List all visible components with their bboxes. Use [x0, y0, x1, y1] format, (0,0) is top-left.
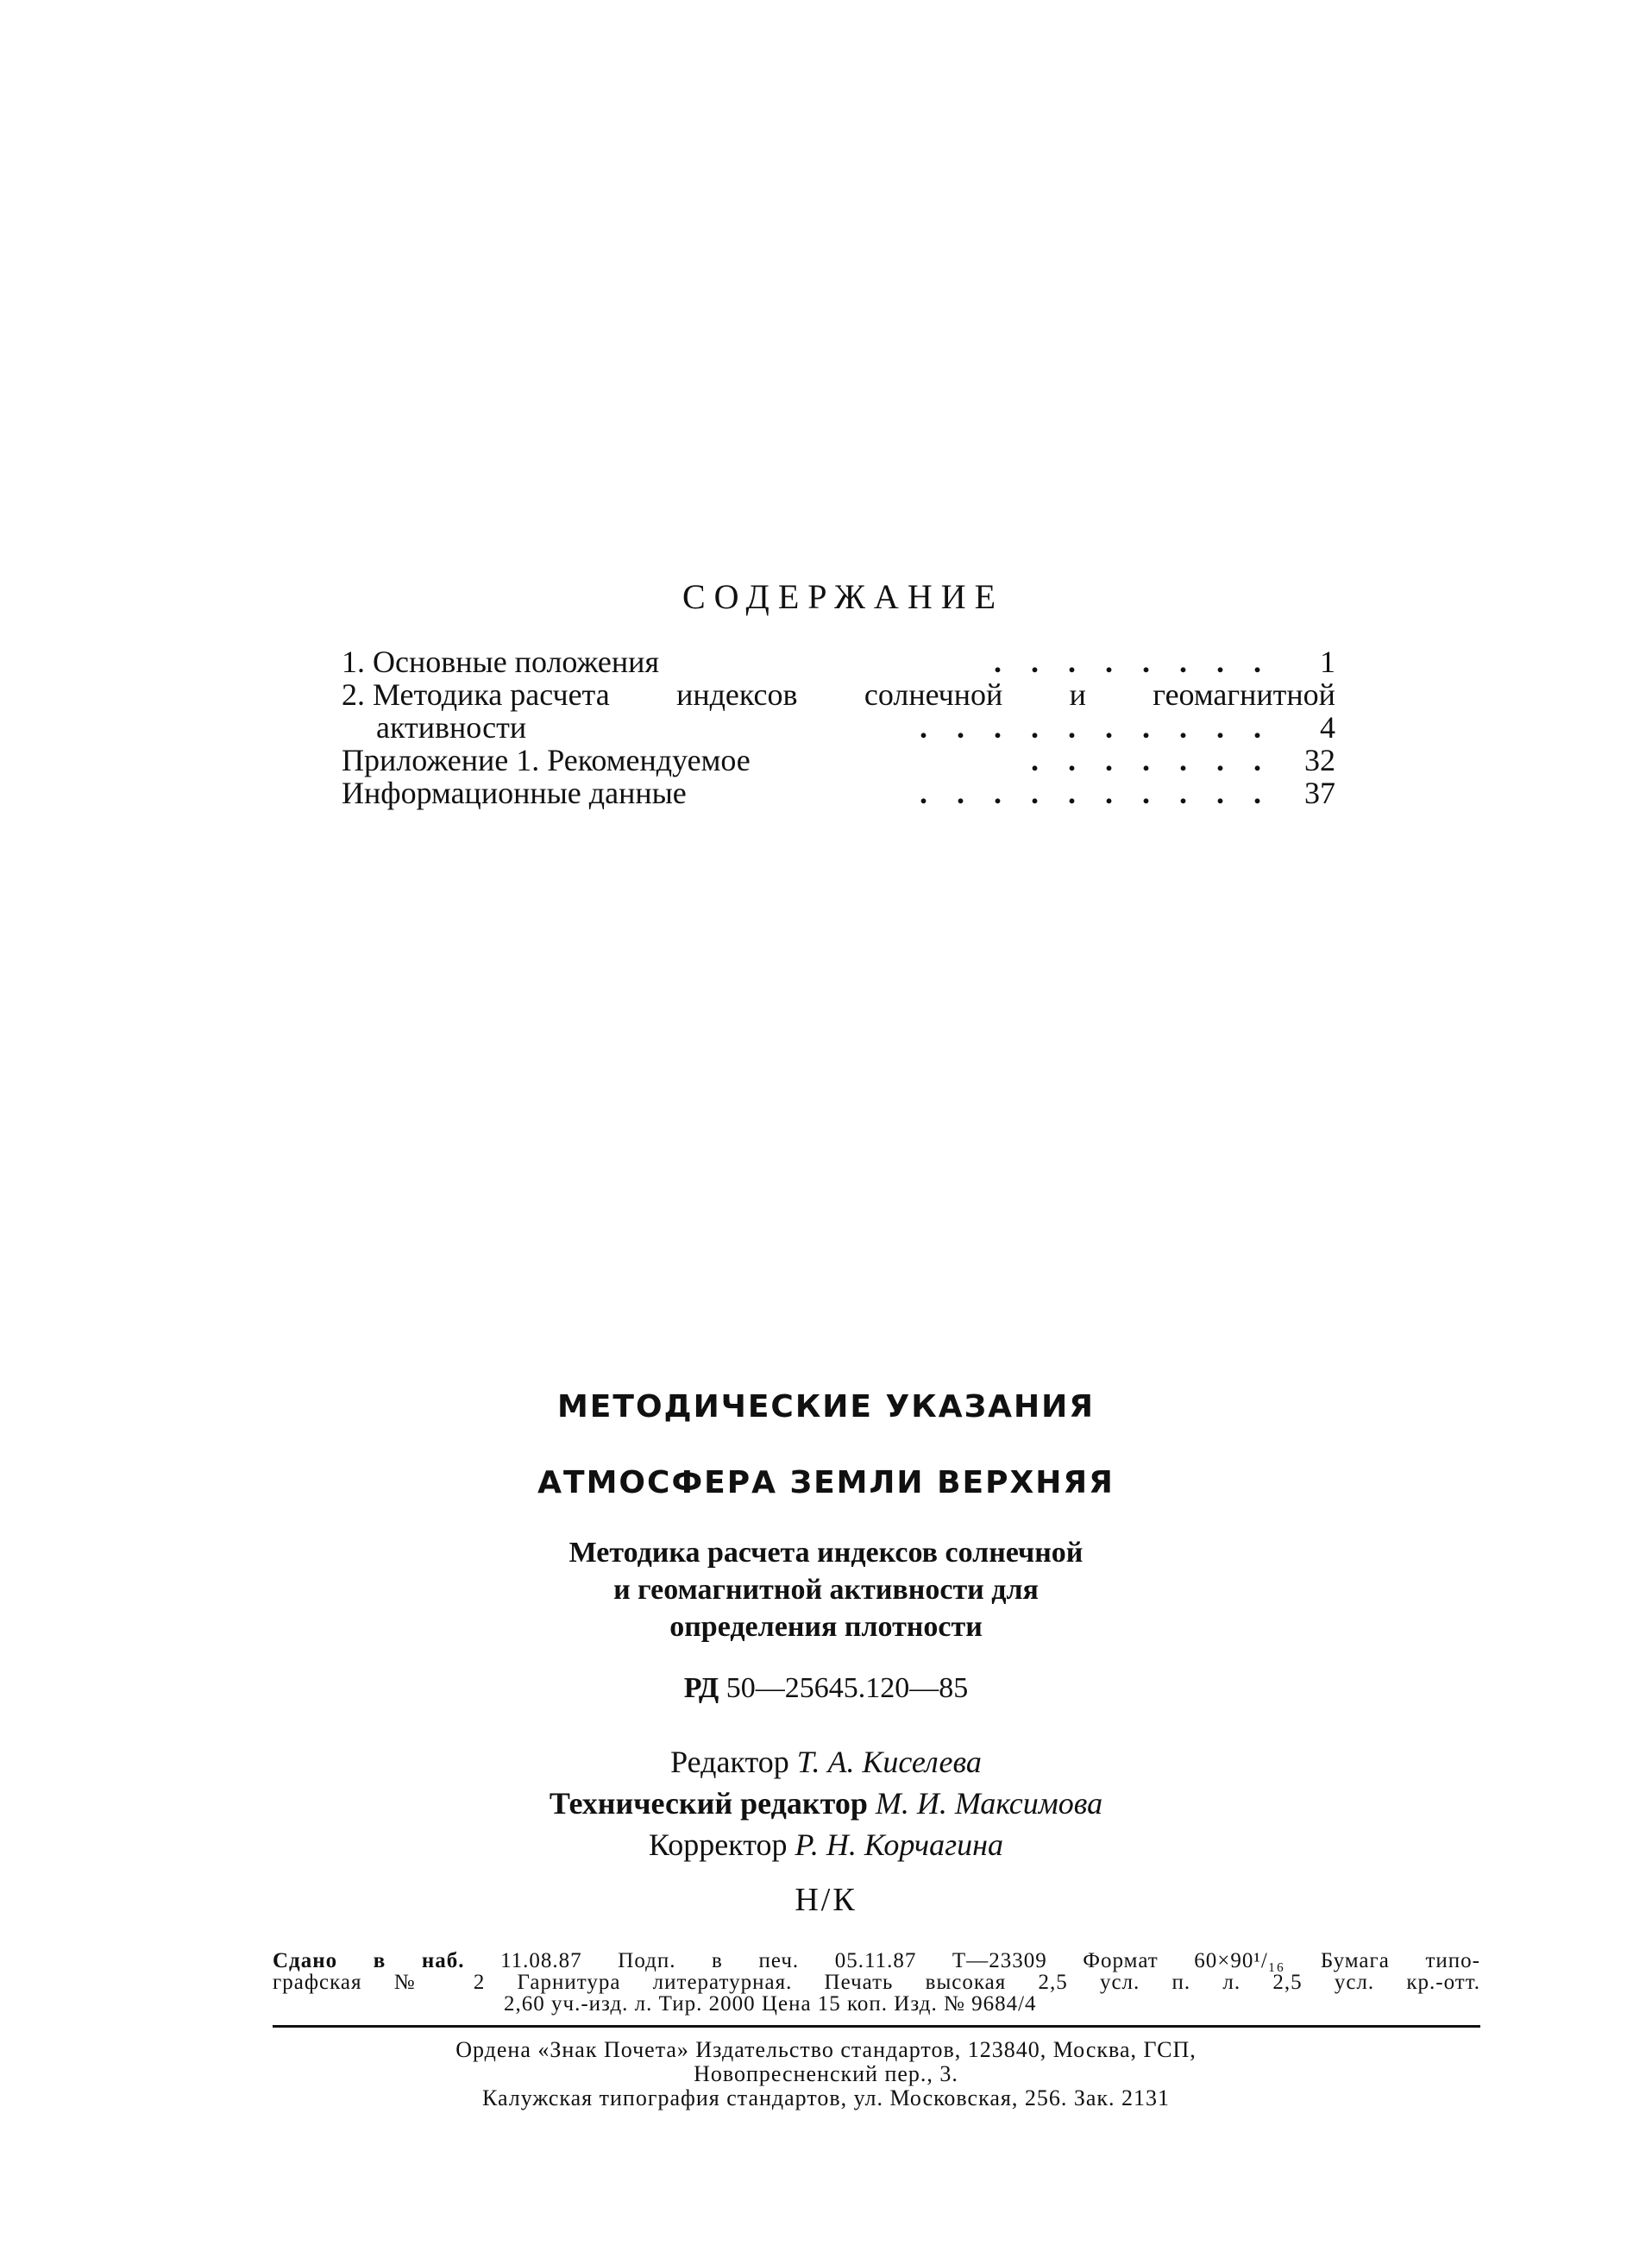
subtitle-line: Методика расчета индексов солнечной: [568, 1537, 1084, 1569]
print-info-line-3: 2,60 уч.-изд. л. Тир. 2000 Цена 15 коп. Изд. № 9684/4: [504, 1992, 1037, 2016]
document-number: [0, 1672, 1652, 1705]
print-info-line-2: графская № 2 Гарнитура литературная. Печать высокая 2,5 усл. п. л. 2,5 усл. кр.-отт.: [273, 1971, 1480, 1994]
nk-mark: Н/К: [795, 1882, 857, 1918]
publisher-info: [0, 2038, 1652, 2110]
toc-item-label: Информационные данные: [342, 776, 687, 810]
toc-leader-dots: ..........: [920, 710, 1291, 745]
document-number-prefix: РД: [683, 1672, 719, 1704]
toc-item-4[interactable]: [342, 777, 1335, 809]
toc-item-page: 32: [1304, 743, 1335, 777]
print-info-line-1-text: 11.08.87 Подп. в печ. 05.11.87 Т—23309 Формат 60×90¹/₁₆ Бумага типо-: [500, 1949, 1480, 1972]
divider-rule: [273, 2025, 1480, 2028]
editor-name: Т. А. Киселева: [796, 1745, 982, 1779]
toc-item-page: 37: [1304, 776, 1335, 810]
document-type-heading: МЕТОДИЧЕСКИЕ УКАЗАНИЯ: [556, 1389, 1095, 1425]
document-subject-heading: АТМОСФЕРА ЗЕМЛИ ВЕРХНЯЯ: [537, 1465, 1115, 1500]
print-info: [273, 1950, 1480, 2015]
toc-leader-dots: ........: [994, 645, 1291, 679]
subtitle-line: определения плотности: [669, 1611, 983, 1643]
toc-word: индексов: [676, 677, 798, 712]
toc-word: геомагнитной: [1153, 677, 1335, 712]
table-of-contents: [342, 645, 1335, 809]
toc-word: солнечной: [864, 677, 1003, 712]
document-number-value: 50—25645.120—85: [725, 1672, 969, 1704]
publisher-line: Ордена «Знак Почета» Издательство стандартов, 123840, Москва, ГСП,: [455, 2037, 1197, 2062]
toc-item-2[interactable]: [342, 678, 1335, 711]
toc-leader-dots: ..........: [920, 776, 1291, 810]
tech-editor-line: [0, 1783, 1652, 1824]
toc-item-1[interactable]: [342, 645, 1335, 678]
print-info-line-1: [273, 1950, 1480, 1972]
corrector-role: Корректор: [648, 1827, 788, 1862]
toc-item-label: Приложение 1. Рекомендуемое: [342, 743, 751, 777]
subtitle-line: и геомагнитной активности для: [613, 1574, 1039, 1606]
toc-leader-dots: .......: [1031, 743, 1291, 777]
contents-title: СОДЕРЖАНИЕ: [682, 577, 1005, 616]
print-info-submitted-label: Сдано в наб.: [273, 1949, 465, 1972]
corrector-line: [0, 1824, 1652, 1865]
toc-item-2-continuation[interactable]: [342, 711, 1335, 744]
tech-editor-name: М. И. Максимова: [875, 1786, 1103, 1821]
toc-item-3[interactable]: [342, 744, 1335, 777]
editor-role: Редактор: [670, 1745, 789, 1779]
toc-item-label: активности: [376, 710, 527, 745]
credits: [0, 1741, 1652, 1865]
document-subtitle: [0, 1534, 1652, 1645]
editor-line: [0, 1741, 1652, 1783]
publisher-line: Калужская типография стандартов, ул. Московская, 256. Зак. 2131: [481, 2085, 1171, 2110]
tech-editor-role: Технический редактор: [549, 1786, 868, 1821]
toc-item-label: 1. Основные положения: [342, 645, 659, 679]
toc-word: и: [1069, 677, 1086, 712]
toc-word: 2. Методика расчета: [342, 677, 610, 712]
toc-item-label-line: [342, 678, 1335, 711]
toc-item-page: 1: [1320, 645, 1335, 679]
publisher-line: Новопресненский пер., 3.: [694, 2061, 958, 2086]
toc-item-page: 4: [1320, 710, 1335, 745]
corrector-name: Р. Н. Корчагина: [795, 1827, 1003, 1862]
